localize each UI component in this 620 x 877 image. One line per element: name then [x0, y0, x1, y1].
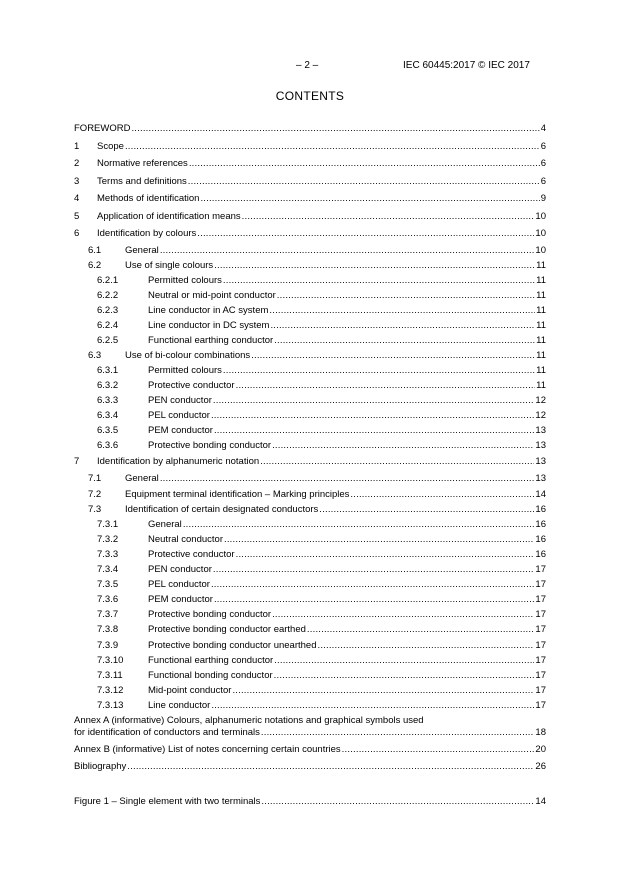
toc-entry [97, 211, 546, 223]
toc-number: 7.2 [88, 489, 102, 500]
toc-row[interactable] [74, 624, 546, 636]
toc-page-number: 11 [536, 320, 546, 331]
toc-entry [97, 176, 546, 188]
dot-leader [260, 456, 534, 468]
toc-entry [125, 350, 546, 362]
toc-page-number: 26 [535, 761, 546, 772]
toc-page-number: 11 [536, 365, 546, 376]
toc-number: 1 [74, 141, 80, 152]
dot-leader [211, 410, 534, 422]
page-title: CONTENTS [275, 89, 345, 103]
toc-page-number: 12 [535, 395, 546, 406]
toc-title[interactable]: FOREWORD [74, 123, 131, 134]
toc-number: 6.2.2 [97, 290, 119, 301]
toc-entry [148, 410, 546, 422]
toc-number: 6.2.4 [97, 320, 119, 331]
toc-title[interactable]: Permitted colours [148, 365, 222, 376]
toc-page-number: 17 [535, 624, 546, 635]
toc-entry [148, 594, 546, 606]
toc-entry [97, 456, 546, 468]
toc-entry [97, 158, 546, 170]
dot-leader [261, 796, 534, 808]
toc-number: 6.3 [88, 350, 102, 361]
toc-entry [74, 796, 546, 808]
dot-leader [242, 211, 535, 223]
toc-entry [148, 685, 546, 697]
toc-page-number: 11 [536, 350, 546, 361]
figure-list-row[interactable] [74, 796, 546, 808]
toc-title[interactable]: Neutral or mid-point conductor [148, 290, 276, 301]
toc-entry [148, 624, 546, 636]
dot-leader [211, 579, 534, 591]
toc-page-number: 11 [536, 275, 546, 286]
toc-title[interactable]: for identification of conductors and terminals [74, 727, 260, 738]
dot-leader [251, 350, 535, 362]
toc-entry [148, 655, 546, 667]
dot-leader [131, 123, 539, 135]
dot-leader [277, 290, 535, 302]
toc-row[interactable] [74, 275, 546, 287]
toc-number: 7.3.12 [97, 685, 124, 696]
dot-leader [211, 700, 534, 712]
dot-leader [350, 489, 534, 501]
toc-entry [97, 141, 546, 153]
dot-leader [342, 744, 535, 756]
toc-title[interactable]: Bibliography [74, 761, 127, 772]
toc-entry [125, 504, 546, 516]
annex-b-row[interactable] [74, 744, 546, 756]
toc-row[interactable] [74, 176, 546, 188]
toc-page-number: 11 [536, 305, 546, 316]
toc-page-number: 17 [535, 564, 546, 575]
toc-row[interactable] [74, 504, 546, 516]
toc-title[interactable]: Identification by alphanumeric notation [97, 456, 260, 467]
toc-row[interactable] [74, 228, 546, 240]
dot-leader [319, 504, 534, 516]
dot-leader [183, 519, 535, 531]
toc-number: 3 [74, 176, 80, 187]
toc-row[interactable] [74, 685, 546, 697]
toc-number: 6.2.3 [97, 305, 119, 316]
toc-title[interactable]: Annex B (informative) List of notes concerning certain countries [74, 744, 341, 755]
toc-page-number: 9 [540, 193, 546, 204]
dot-leader [189, 158, 540, 170]
toc-page-number: 17 [535, 655, 546, 666]
dot-leader [214, 260, 535, 272]
toc-row[interactable] [74, 519, 546, 531]
toc-row[interactable] [74, 141, 546, 153]
toc-page-number: 14 [535, 489, 546, 500]
toc-number: 7.3.10 [97, 655, 124, 666]
toc-entry [148, 440, 546, 452]
toc-number: 7.3 [88, 504, 102, 515]
toc-title[interactable]: PEL conductor [148, 410, 210, 421]
toc-title[interactable]: PEM conductor [148, 425, 213, 436]
toc-entry [148, 380, 546, 392]
toc-title[interactable]: Protective conductor [148, 380, 235, 391]
toc-title[interactable]: Application of identification means [97, 211, 241, 222]
toc-row[interactable] [74, 305, 546, 317]
toc-title[interactable]: Use of single colours [125, 260, 214, 271]
dot-leader [160, 473, 535, 485]
toc-row[interactable] [74, 473, 546, 485]
toc-number: 7.3.4 [97, 564, 119, 575]
toc-number: 6.3.4 [97, 410, 119, 421]
toc-title[interactable]: PEN conductor [148, 395, 212, 406]
toc-page-number: 17 [535, 700, 546, 711]
dot-leader [261, 727, 535, 739]
dot-leader [188, 176, 540, 188]
toc-title[interactable]: Functional bonding conductor [148, 670, 273, 681]
toc-page-number: 16 [535, 519, 546, 530]
toc-number: 7 [74, 456, 80, 467]
toc-row[interactable] [74, 655, 546, 667]
toc-page-number: 6 [540, 141, 546, 152]
toc-title[interactable]: Line conductor in AC system [148, 305, 269, 316]
toc-number: 6.3.5 [97, 425, 119, 436]
toc-page-number: 13 [535, 440, 546, 451]
toc-page-number: 6 [540, 176, 546, 187]
toc-entry [74, 761, 546, 773]
toc-row[interactable] [74, 211, 546, 223]
toc-title[interactable]: Figure 1 – Single element with two terminals [74, 796, 261, 807]
toc-entry [148, 275, 546, 287]
toc-row[interactable] [74, 365, 546, 377]
toc-title[interactable]: Methods of identification [97, 193, 200, 204]
toc-page-number: 17 [535, 685, 546, 696]
toc-row[interactable] [74, 158, 546, 170]
toc-row[interactable] [74, 489, 546, 501]
toc-number: 7.3.6 [97, 594, 119, 605]
toc-title[interactable]: Line conductor [148, 700, 211, 711]
dot-leader [269, 305, 535, 317]
dot-leader [307, 624, 535, 636]
toc-title[interactable]: Functional earthing conductor [148, 335, 274, 346]
toc-number: 7.3.5 [97, 579, 119, 590]
toc-row[interactable] [74, 440, 546, 452]
toc-entry [125, 260, 546, 272]
toc-number: 7.1 [88, 473, 102, 484]
toc-title[interactable]: Identification of certain designated conductors [125, 504, 319, 515]
toc-number: 6.3.3 [97, 395, 119, 406]
toc-row[interactable] [74, 380, 546, 392]
toc-row[interactable] [74, 320, 546, 332]
toc-page-number: 11 [536, 380, 546, 391]
toc-number: 6.2.1 [97, 275, 119, 286]
toc-row[interactable] [74, 350, 546, 362]
toc-page-number: 17 [535, 670, 546, 681]
toc-page-number: 10 [535, 211, 546, 222]
toc-title[interactable]: PEM conductor [148, 594, 213, 605]
toc-page-number: 10 [535, 245, 546, 256]
toc-entry [148, 395, 546, 407]
toc-number: 7.3.13 [97, 700, 124, 711]
toc-row[interactable] [74, 579, 546, 591]
dot-leader [213, 564, 535, 576]
toc-page-number: 20 [535, 744, 546, 755]
toc-title[interactable]: Functional earthing conductor [148, 655, 274, 666]
toc-entry [148, 670, 546, 682]
toc-page-number: 18 [535, 727, 546, 738]
toc-entry [97, 193, 546, 205]
toc-number: 5 [74, 211, 80, 222]
toc-entry [125, 473, 546, 485]
toc-entry [148, 579, 546, 591]
dot-leader [125, 141, 540, 153]
bibliography-row[interactable] [74, 761, 546, 773]
toc-title[interactable]: Equipment terminal identification – Marking principles [125, 489, 350, 500]
toc-entry [148, 534, 546, 546]
dot-leader [236, 380, 536, 392]
dot-leader [224, 534, 534, 546]
toc-page-number: 13 [535, 425, 546, 436]
toc-title[interactable]: Use of bi-colour combinations [125, 350, 251, 361]
toc-title[interactable]: General [125, 473, 159, 484]
toc-number: 6.3.2 [97, 380, 119, 391]
toc-entry [74, 727, 546, 739]
toc-number: 6.2.5 [97, 335, 119, 346]
page-number-header: – 2 – [296, 60, 319, 71]
toc-number: 4 [74, 193, 80, 204]
toc-row[interactable] [74, 410, 546, 422]
dot-leader [213, 395, 535, 407]
toc-title[interactable]: Scope [97, 141, 124, 152]
toc-page-number: 16 [535, 534, 546, 545]
toc-page-number: 16 [535, 549, 546, 560]
toc-number: 6.3.6 [97, 440, 119, 451]
toc-row[interactable] [74, 640, 546, 652]
toc-page-number: 17 [535, 579, 546, 590]
dot-leader [160, 245, 535, 257]
toc-title[interactable]: Terms and definitions [97, 176, 187, 187]
toc-page-number: 13 [535, 473, 546, 484]
toc-number: 7.3.9 [97, 640, 119, 651]
toc-page-number: 17 [535, 640, 546, 651]
toc-page-number: 6 [540, 158, 546, 169]
toc-title[interactable]: PEL conductor [148, 579, 210, 590]
dot-leader [274, 670, 535, 682]
toc-title[interactable]: Protective bonding conductor unearthed [148, 640, 317, 651]
toc-number: 7.3.7 [97, 609, 119, 620]
toc-row[interactable] [74, 609, 546, 621]
toc-row[interactable] [74, 123, 546, 135]
toc-page-number: 11 [536, 335, 546, 346]
toc-page-number: 4 [540, 123, 546, 134]
toc-number: 7.3.8 [97, 624, 119, 635]
toc-row[interactable] [74, 564, 546, 576]
toc-row[interactable] [74, 335, 546, 347]
toc-entry [74, 744, 546, 756]
toc-row[interactable] [74, 425, 546, 437]
toc-title[interactable]: Normative references [97, 158, 188, 169]
toc-row[interactable] [74, 395, 546, 407]
dot-leader [232, 685, 534, 697]
toc-page-number: 11 [536, 290, 546, 301]
toc-entry [148, 519, 546, 531]
toc-title[interactable]: Identification by colours [97, 228, 197, 239]
dot-leader [270, 320, 535, 332]
toc-page-number: 17 [535, 609, 546, 620]
toc-title[interactable]: Neutral conductor [148, 534, 223, 545]
toc-row[interactable] [74, 700, 546, 712]
toc-row[interactable] [74, 670, 546, 682]
toc-entry [148, 700, 546, 712]
dot-leader [223, 275, 535, 287]
dot-leader [317, 640, 534, 652]
toc-row[interactable] [74, 290, 546, 302]
toc-row[interactable] [74, 245, 546, 257]
toc-title[interactable]: Line conductor in DC system [148, 320, 270, 331]
dot-leader [214, 425, 534, 437]
dot-leader [274, 655, 534, 667]
toc-entry [148, 365, 546, 377]
toc-title[interactable]: Protective bonding conductor [148, 440, 272, 451]
toc-row[interactable] [74, 193, 546, 205]
toc-title[interactable]: Protective bonding conductor [148, 609, 272, 620]
toc-number: 6 [74, 228, 80, 239]
toc-number: 6.3.1 [97, 365, 119, 376]
toc-title[interactable]: General [125, 245, 159, 256]
toc-entry [125, 245, 546, 257]
dot-leader [214, 594, 534, 606]
document-id-header: IEC 60445:2017 © IEC 2017 [403, 60, 530, 71]
dot-leader [197, 228, 534, 240]
toc-title[interactable]: PEN conductor [148, 564, 212, 575]
toc-entry [97, 228, 546, 240]
toc-number: 6.1 [88, 245, 102, 256]
toc-row[interactable] [74, 260, 546, 272]
toc-row[interactable] [74, 534, 546, 546]
toc-page-number: 10 [535, 228, 546, 239]
toc-entry [148, 290, 546, 302]
toc-page-number: 14 [535, 796, 546, 807]
toc-title[interactable]: General [148, 519, 182, 530]
toc-title[interactable]: Protective conductor [148, 549, 235, 560]
toc-number: 2 [74, 158, 80, 169]
toc-entry [148, 609, 546, 621]
toc-title[interactable]: Protective bonding conductor earthed [148, 624, 306, 635]
dot-leader [200, 193, 539, 205]
dot-leader [272, 440, 534, 452]
toc-page-number: 16 [535, 504, 546, 515]
toc-number: 7.3.11 [97, 670, 123, 681]
toc-entry [148, 640, 546, 652]
toc-number: 7.3.3 [97, 549, 119, 560]
dot-leader [272, 609, 534, 621]
toc-title[interactable]: Mid-point conductor [148, 685, 232, 696]
toc-entry [125, 489, 546, 501]
toc-number: 6.2 [88, 260, 102, 271]
annex-a-row[interactable] [74, 727, 546, 739]
toc-row[interactable] [74, 594, 546, 606]
toc-number: 7.3.2 [97, 534, 119, 545]
dot-leader [127, 761, 534, 773]
toc-title[interactable]: Permitted colours [148, 275, 222, 286]
toc-entry [148, 564, 546, 576]
dot-leader [223, 365, 535, 377]
dot-leader [274, 335, 535, 347]
toc-entry [74, 123, 546, 135]
annex-a-title-line1[interactable]: Annex A (informative) Colours, alphanumeric notations and graphical symbols used [74, 715, 424, 726]
toc-row[interactable] [74, 549, 546, 561]
toc-row[interactable] [74, 456, 546, 468]
toc-entry [148, 549, 546, 561]
toc-entry [148, 335, 546, 347]
toc-entry [148, 320, 546, 332]
dot-leader [236, 549, 535, 561]
toc-entry [148, 425, 546, 437]
toc-page-number: 17 [535, 594, 546, 605]
toc-page-number: 11 [536, 260, 546, 271]
toc-page-number: 12 [535, 410, 546, 421]
toc-entry [148, 305, 546, 317]
toc-page-number: 13 [535, 456, 546, 467]
toc-number: 7.3.1 [97, 519, 119, 530]
